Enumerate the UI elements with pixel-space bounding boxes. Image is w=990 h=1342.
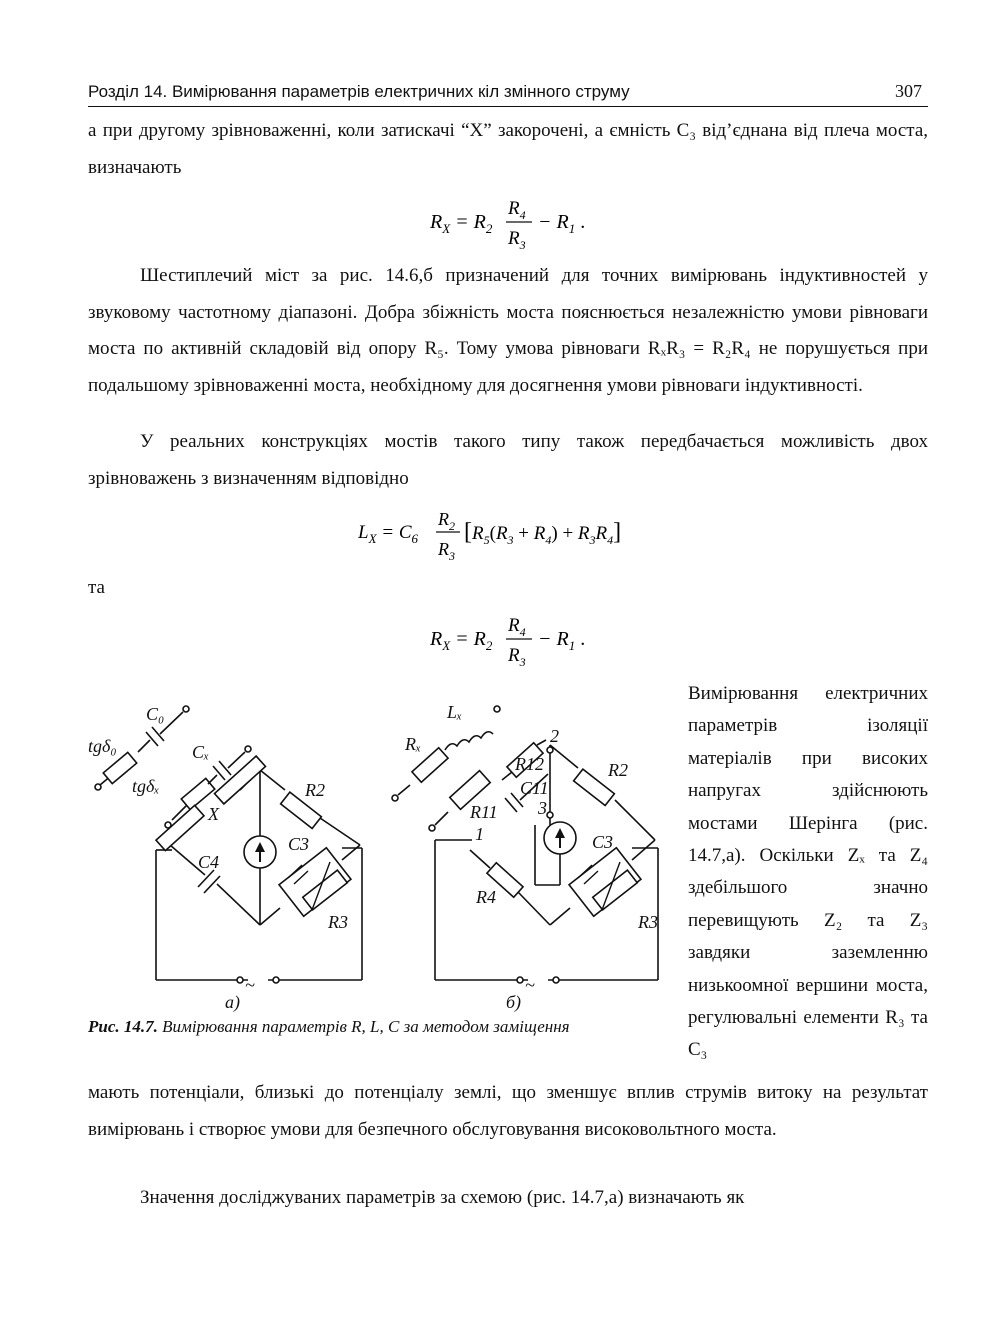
- label-sub-b: б): [506, 992, 522, 1012]
- label-node-2: 2: [550, 726, 559, 746]
- label-sub-a: а): [225, 992, 240, 1012]
- svg-text:R3: $R_3$: [508, 228, 526, 252]
- page-header: [88, 78, 928, 107]
- formula-lx-graphic: [358, 505, 678, 565]
- paragraph-4: мають потенціали, близькі до потенціалу землі, що зменшує вплив струмів витоку на результат вимірювань і створює умови для безпечного обслуговування високовольтного моста.: [88, 1082, 928, 1140]
- label-tg0: tgδ₀: [88, 736, 117, 756]
- paragraph-2: Шестиплечий міст за рис. 14.6,б призначений для точних вимірювань індуктивностей у звуковому частотному діапазоні. Добра збіжність моста пояснюється незалежністю умови рівноваги моста по активній складовій від опору R₅. Тому умова рівноваги RₓR₃ = R₂R₄ не порушується при подальшому зрівноваженні моста, необхідному для досягнення умови рівноваги індуктивності.: [88, 265, 928, 396]
- caption-text: Вимірювання параметрів R, L, C за методом заміщення: [157, 1017, 570, 1036]
- caption-label: Рис. 14.7.: [88, 1017, 158, 1036]
- svg-text:R4: $R_4$: [508, 615, 526, 639]
- label-r12: R12: [515, 754, 544, 774]
- label-r11: R11: [470, 802, 498, 822]
- label-cx: Cₓ: [192, 742, 210, 762]
- formula-rx-1-graphic: [430, 196, 620, 252]
- label-r4: R4: [476, 887, 496, 907]
- svg-text:RX = R2: $R_X = R_2$: [430, 211, 493, 236]
- label-c11: C11: [520, 778, 549, 798]
- label-c0: C₀: [146, 704, 165, 724]
- paragraph-5: Значення досліджуваних параметрів за схемою (рис. 14.7,а) визначають як: [140, 1187, 745, 1208]
- svg-text:R3: $R_3$: [508, 645, 526, 669]
- formula-rx-1: [430, 196, 620, 258]
- svg-text:R4: $R_4$: [508, 198, 526, 222]
- label-tilde-b: ~: [525, 975, 535, 995]
- side-paragraph: [688, 678, 928, 1067]
- label-tilde-a: ~: [245, 975, 255, 995]
- svg-text:− R1 .: − $R_1$ .: [538, 211, 586, 236]
- svg-text:− R1 .: − $R_1$ .: [538, 628, 586, 653]
- svg-text:[R5(R3 + R4) + R3R4]: $[R_5(R_3 + R_4) + R_3R_4]$: [464, 519, 622, 547]
- formula-rx-2-graphic: [430, 612, 620, 670]
- page-number: 307: [895, 81, 922, 101]
- label-node-1: 1: [475, 824, 484, 844]
- label-r2-b: R2: [608, 760, 628, 780]
- chapter-title: Розділ 14. Вимірювання параметрів електричних кіл змінного струму: [88, 82, 630, 101]
- label-r3-b: R3: [638, 912, 658, 932]
- label-r2-a: R2: [305, 780, 325, 800]
- formula-lx: [358, 505, 678, 571]
- label-x: X: [208, 804, 219, 824]
- label-lx: Lₓ: [447, 702, 463, 722]
- label-c3-a: C3: [288, 834, 310, 854]
- label-c3-b: C3: [592, 832, 614, 852]
- svg-text:R3: $R_3$: [438, 539, 455, 563]
- paragraph-3: У реальних конструкціях мостів такого типу також передбачається можливість двох зрівноважень з визначенням відповідно: [88, 431, 928, 489]
- label-tgx: tgδₓ: [132, 776, 160, 796]
- label-node-3: 3: [538, 798, 547, 818]
- formula-rx-2: [430, 612, 620, 676]
- paragraph-1: а при другому зрівноваженні, коли затискачі “X” закорочені, а ємність C₃ від’єднана від плеча моста, визначають: [88, 120, 928, 178]
- figure-caption: [88, 1017, 570, 1037]
- figure-14-7: [80, 690, 680, 1020]
- side-text: Вимірювання електричних параметрів ізоляції матеріалів при високих напругах здійснюють мостами Шерінга (рис. 14.7,а). Оскільки Zₓ та Z₄ здебільшого значно перевищують Z₂ та Z₃ завдяки заземленню низькоомної вершини моста, регулювальні елементи R₃ та C₃: [688, 683, 928, 1061]
- circuit-diagrams: [80, 690, 680, 1015]
- svg-text:LX = C6: $L_X = C_6$: [358, 522, 419, 546]
- label-r3-a: R3: [328, 912, 348, 932]
- svg-text:RX = R2: $R_X = R_2$: [430, 628, 493, 653]
- word-ta: та: [88, 577, 105, 598]
- label-rx: Rₓ: [405, 734, 422, 754]
- svg-text:R2: $R_2$: [438, 509, 455, 533]
- label-c4: C4: [198, 852, 220, 872]
